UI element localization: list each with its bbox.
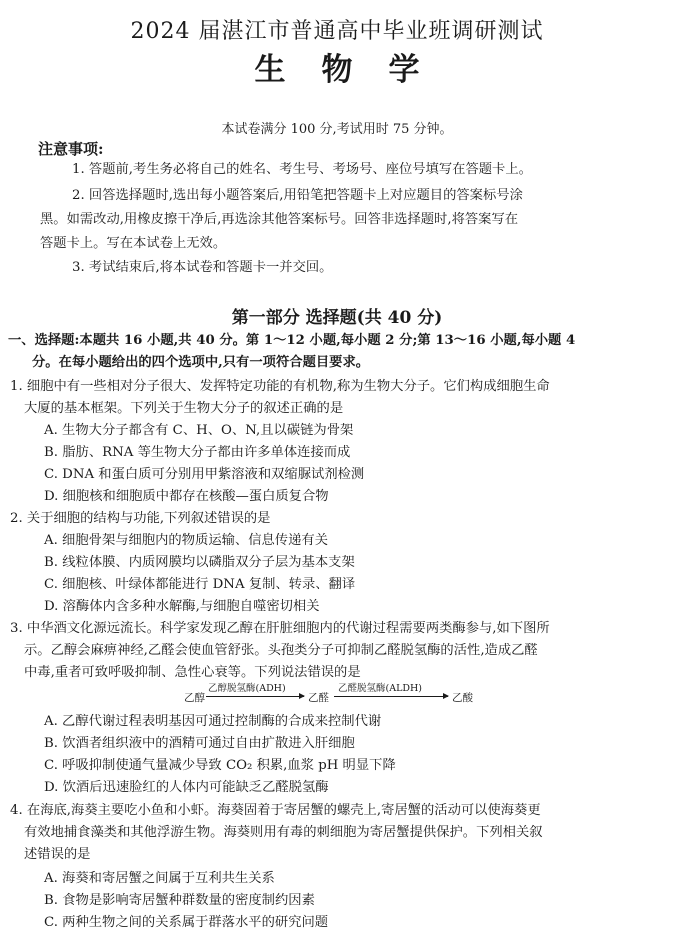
q1-stem-1: 1. 细胞中有一些相对分子很大、发挥特定功能的有机物,称为生物大分子。它们构成细胞生命 [10, 379, 550, 394]
q1-option-b: B. 脂肪、RNA 等生物大分子都由许多单体连接而成 [44, 445, 351, 460]
substance-acetaldehyde: 乙醛 [308, 692, 329, 704]
q2-option-a: A. 细胞骨架与细胞内的物质运输、信息传递有关 [44, 533, 328, 548]
substance-acetic-acid: 乙酸 [452, 692, 473, 704]
q4-stem-1: 4. 在海底,海葵主要吃小鱼和小虾。海葵固着于寄居蟹的螺壳上,寄居蟹的活动可以使海葵更 [10, 803, 541, 818]
note-line-4: 答题卡上。写在本试卷上无效。 [40, 236, 227, 251]
q3-stem-3: 中毒,重者可致呼吸抑制、急性心衰等。下列说法错误的是 [24, 665, 361, 680]
exam-title: 2024 届湛江市普通高中毕业班调研测试 [130, 19, 544, 44]
reaction-arrow-1 [206, 696, 304, 697]
substance-ethanol: 乙醇 [184, 692, 205, 704]
q1-option-c: C. DNA 和蛋白质可分别用甲紫溶液和双缩脲试剂检测 [44, 467, 365, 482]
q1-option-d: D. 细胞核和细胞质中都存在核酸—蛋白质复合物 [44, 489, 329, 504]
q3-option-c: C. 呼吸抑制使通气量减少导致 CO₂ 积累,血浆 pH 明显下降 [44, 758, 396, 773]
notes-heading: 注意事项: [38, 140, 104, 158]
q2-option-d: D. 溶酶体内含多种水解酶,与细胞自噬密切相关 [44, 599, 320, 614]
q3-option-a: A. 乙醇代谢过程表明基因可通过控制酶的合成来控制代谢 [44, 714, 382, 729]
note-line-5: 3. 考试结束后,将本试卷和答题卡一并交回。 [72, 260, 333, 275]
q3-option-b: B. 饮酒者组织液中的酒精可通过自由扩散进入肝细胞 [44, 736, 355, 751]
q2-option-c: C. 细胞核、叶绿体都能进行 DNA 复制、转录、翻译 [44, 577, 356, 592]
q4-option-a: A. 海葵和寄居蟹之间属于互利共生关系 [44, 871, 275, 886]
exam-info: 本试卷满分 100 分,考试用时 75 分钟。 [221, 122, 453, 137]
note-line-2: 2. 回答选择题时,选出每小题答案后,用铅笔把答题卡上对应题目的答案标号涂 [72, 188, 523, 203]
q3-option-d: D. 饮酒后迅速脸红的人体内可能缺乏乙醛脱氢酶 [44, 780, 329, 795]
q4-stem-2: 有效地捕食藻类和其他浮游生物。海葵则用有毒的刺细胞为寄居蟹提供保护。下列相关叙 [24, 825, 543, 840]
q1-stem-2: 大厦的基本框架。下列关于生物大分子的叙述正确的是 [24, 401, 344, 416]
enzyme-aldh: 乙醛脱氢酶(ALDH) [338, 683, 422, 694]
q2-stem-1: 2. 关于细胞的结构与功能,下列叙述错误的是 [10, 511, 271, 526]
q4-option-b: B. 食物是影响寄居蟹种群数量的密度制约因素 [44, 893, 315, 908]
section-instruction-2: 分。在每小题给出的四个选项中,只有一项符合题目要求。 [32, 355, 370, 370]
subject-title: 生物学 [254, 52, 456, 88]
q4-option-c: C. 两种生物之间的关系属于群落水平的研究问题 [44, 915, 329, 930]
q2-option-b: B. 线粒体膜、内质网膜均以磷脂双分子层为基本支架 [44, 555, 355, 570]
section-instruction-1: 一、选择题:本题共 16 小题,共 40 分。第 1～12 小题,每小题 2 分;第 13～16 小题,每小题 4 [8, 333, 576, 348]
q3-stem-1: 3. 中华酒文化源远流长。科学家发现乙醇在肝脏细胞内的代谢过程需要两类酶参与,如下图所 [10, 621, 550, 636]
note-line-3: 黑。如需改动,用橡皮擦干净后,再选涂其他答案标号。回答非选择题时,将答案写在 [40, 212, 519, 227]
q1-option-a: A. 生物大分子都含有 C、H、O、N,且以碳链为骨架 [44, 423, 354, 438]
section-title: 第一部分 选择题(共 40 分) [231, 308, 443, 328]
q4-stem-3: 述错误的是 [24, 847, 91, 862]
reaction-arrow-2 [334, 696, 448, 697]
q3-stem-2: 示。乙醇会麻痹神经,乙醛会使血管舒张。头孢类分子可抑制乙醛脱氢酶的活性,造成乙醛 [24, 643, 538, 658]
enzyme-adh: 乙醇脱氢酶(ADH) [208, 683, 286, 694]
note-line-1: 1. 答题前,考生务必将自己的姓名、考生号、考场号、座位号填写在答题卡上。 [72, 162, 532, 177]
